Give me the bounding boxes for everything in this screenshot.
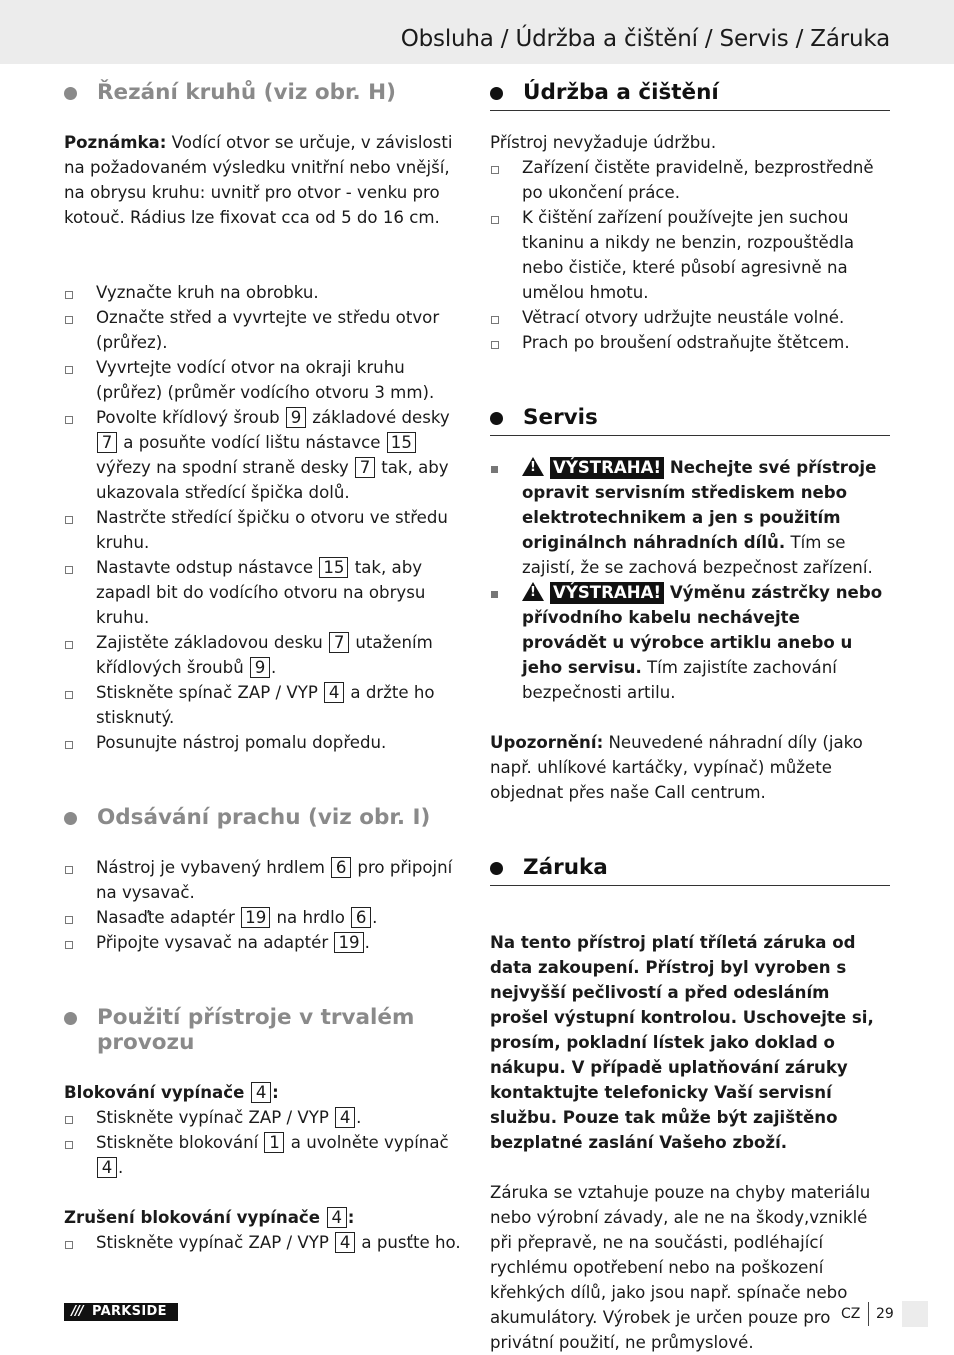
- part-ref: 19: [241, 907, 270, 928]
- checkbox-bullet-icon: [491, 341, 499, 349]
- footer-divider: [868, 1302, 869, 1326]
- part-ref: 7: [97, 432, 117, 453]
- left-column: [64, 80, 464, 1255]
- square-bullet-icon: [491, 591, 498, 598]
- rezani-steps-list: [64, 280, 464, 755]
- logo-slashes-icon: ///: [71, 1304, 83, 1319]
- checkbox-bullet-icon: [65, 291, 73, 299]
- checkbox-bullet-icon: [65, 691, 73, 699]
- checkbox-bullet-icon: [65, 316, 73, 324]
- warning-triangle-icon: [522, 457, 544, 476]
- list-item: Povolte křídlový šroub 9 základové desky 7 a posuňte vodící lištu nástavce 15 výřezy na spodní straně desky 7 tak, aby ukazovala středící špička dolů.: [64, 405, 464, 505]
- checkbox-bullet-icon: [65, 1116, 73, 1124]
- brand-logo: /// PARKSIDE: [64, 1303, 178, 1321]
- list-item: Prach po broušení odstraňujte štětcem.: [490, 330, 890, 355]
- part-ref: 7: [355, 457, 375, 478]
- checkbox-bullet-icon: [65, 641, 73, 649]
- list-item: Vyznačte kruh na obrobku.: [64, 280, 464, 305]
- section-heading-odsavani: Odsávání prachu (viz obr. I): [64, 805, 464, 830]
- list-item: K čištění zařízení používejte jen suchou tkaninu a nikdy ne benzin, rozpouštědla nebo čističe, které působí agresivně na umělou hmotu.: [490, 205, 890, 305]
- checkbox-bullet-icon: [65, 1241, 73, 1249]
- part-ref: 4: [335, 1107, 355, 1128]
- part-ref: 4: [327, 1207, 347, 1228]
- warning-label: VÝSTRAHA!: [550, 582, 664, 604]
- block-steps-list: [64, 1105, 464, 1180]
- section-heading-servis: Servis: [490, 405, 890, 436]
- page-number: 29: [876, 1306, 894, 1322]
- part-ref: 6: [351, 907, 371, 928]
- checkbox-bullet-icon: [65, 741, 73, 749]
- checkbox-bullet-icon: [491, 166, 499, 174]
- part-ref: 19: [334, 932, 363, 953]
- square-bullet-icon: [491, 466, 498, 473]
- warranty-bold-paragraph: Na tento přístroj platí tříletá záruka od data zakoupení. Přístroj byl vyroben s nejvyšší pečlivostí a před odesláním prošel výstupní kontrolou. Uschovejte si, prosím, pokladní lístek jako doklad o nákupu. V případě uplatňování záruky kontaktujte telefonicky Vaší servisní službu. Pouze tak může být zajištěno bezplatné zaslání Vašeho zboží.: [490, 933, 874, 1152]
- checkbox-bullet-icon: [65, 916, 73, 924]
- part-ref: 9: [286, 407, 306, 428]
- section-heading-udrzba: Údržba a čištění: [490, 80, 890, 111]
- list-item: Nástroj je vybavený hrdlem 6 pro připojní na vysavač.: [64, 855, 464, 905]
- list-item: Zařízení čistěte pravidelně, bezprostředně po ukončení práce.: [490, 155, 890, 205]
- part-ref: 4: [251, 1082, 271, 1103]
- part-ref: 7: [329, 632, 349, 653]
- note-paragraph: Poznámka: Vodící otvor se určuje, v závislosti na požadovaném výsledku vnitřní nebo vnější, na obrysu kruhu: uvnitř pro otvor - venku pro kotouč. Rádius lze fixovat cca od 5 do 16 cm.: [64, 133, 453, 227]
- part-ref: 4: [335, 1232, 355, 1253]
- warning-triangle-icon: [522, 582, 544, 601]
- odsavani-steps-list: [64, 855, 464, 955]
- heading-bullet-icon: [490, 87, 503, 100]
- list-item: Připojte vysavač na adaptér 19 .: [64, 930, 464, 955]
- section-heading-provoz: Použití přístroje v trvalém provozu: [64, 1005, 464, 1055]
- list-item: Vyvrtejte vodící otvor na okraji kruhu (průřez) (průměr vodícího otvoru 3 mm).: [64, 355, 464, 405]
- warranty-paragraph: Záruka se vztahuje pouze na chyby materiálu nebo výrobní závady, ale ne na škody,vzniklé při přepravě, ne na součásti, podléhající rychlému opotřebení nebo na poškození křehkých dílů, jako jsou např. spínače nebo akumulátory. Výrobek je určen pouze pro privátní použití, ne průmyslové.: [490, 1183, 871, 1352]
- checkbox-bullet-icon: [491, 216, 499, 224]
- warning-item: !VÝSTRAHA! Nechejte své přístroje opravit servisním střediskem nebo elektrotechnikem a jen s použitím originálnch náhradních dílů. Tím se zajistí, že se zachová bezpečnost zařízení.: [490, 455, 890, 580]
- checkbox-bullet-icon: [65, 566, 73, 574]
- warning-item: !VÝSTRAHA! Výměnu zástrčky nebo přívodního kabelu nechávejte provádět u výrobce artiklu anebo u jeho servisu. Tím zajistíte zachování bezpečnosti artilu.: [490, 580, 890, 705]
- block-subheading: Blokování vypínače 4 :: [64, 1083, 279, 1102]
- part-ref: 6: [331, 857, 351, 878]
- heading-bullet-icon: [64, 812, 77, 825]
- udrzba-intro: Přístroj nevyžaduje údržbu.: [490, 133, 717, 152]
- list-item: Stiskněte vypínač ZAP / VYP 4 .: [64, 1105, 464, 1130]
- list-item: Označte střed a vyvrtejte ve středu otvor (průřez).: [64, 305, 464, 355]
- list-item: Nasaďte adaptér 19 na hrdlo 6 .: [64, 905, 464, 930]
- servis-warnings-list: [490, 455, 890, 705]
- list-item: Nastavte odstup nástavce 15 tak, aby zapadl bit do vodícího otvoru na obrysu kruhu.: [64, 555, 464, 630]
- part-ref: 15: [387, 432, 416, 453]
- checkbox-bullet-icon: [65, 866, 73, 874]
- notice-paragraph: Upozornění: Neuvedené náhradní díly (jako např. uhlíkové kartáčky, vypínač) můžete objednat přes naše Call centrum.: [490, 733, 863, 802]
- section-heading-rezani: Řezání kruhů (viz obr. H): [64, 80, 464, 105]
- footer-tab: [902, 1301, 928, 1327]
- checkbox-bullet-icon: [65, 416, 73, 424]
- part-ref: 1: [264, 1132, 284, 1153]
- list-item: Stiskněte spínač ZAP / VYP 4 a držte ho stisknutý.: [64, 680, 464, 730]
- part-ref: 9: [250, 657, 270, 678]
- heading-bullet-icon: [64, 1012, 77, 1025]
- warning-label: VÝSTRAHA!: [550, 457, 664, 479]
- unblock-steps-list: [64, 1230, 464, 1255]
- heading-bullet-icon: [490, 862, 503, 875]
- list-item: Stiskněte blokování 1 a uvolněte vypínač 4 .: [64, 1130, 464, 1180]
- heading-bullet-icon: [64, 87, 77, 100]
- checkbox-bullet-icon: [65, 516, 73, 524]
- heading-bullet-icon: [490, 412, 503, 425]
- list-item: Nastrčte středící špičku o otvoru ve středu kruhu.: [64, 505, 464, 555]
- checkbox-bullet-icon: [65, 366, 73, 374]
- udrzba-list: [490, 155, 890, 355]
- page-title: Obsluha / Údržba a čištění / Servis / Záruka: [400, 26, 890, 52]
- part-ref: 4: [97, 1157, 117, 1178]
- checkbox-bullet-icon: [65, 1141, 73, 1149]
- list-item: Posunujte nástroj pomalu dopředu.: [64, 730, 464, 755]
- part-ref: 4: [324, 682, 344, 703]
- list-item: Stiskněte vypínač ZAP / VYP 4 a pusťte ho.: [64, 1230, 464, 1255]
- list-item: Větrací otvory udržujte neustále volné.: [490, 305, 890, 330]
- checkbox-bullet-icon: [65, 941, 73, 949]
- list-item: Zajistěte základovou desku 7 utažením křídlových šroubů 9 .: [64, 630, 464, 680]
- section-heading-zaruka: Záruka: [490, 855, 890, 886]
- right-column: [490, 80, 890, 1355]
- unblock-subheading: Zrušení blokování vypínače 4 :: [64, 1208, 355, 1227]
- language-code: CZ: [841, 1306, 861, 1322]
- checkbox-bullet-icon: [491, 316, 499, 324]
- part-ref: 15: [319, 557, 348, 578]
